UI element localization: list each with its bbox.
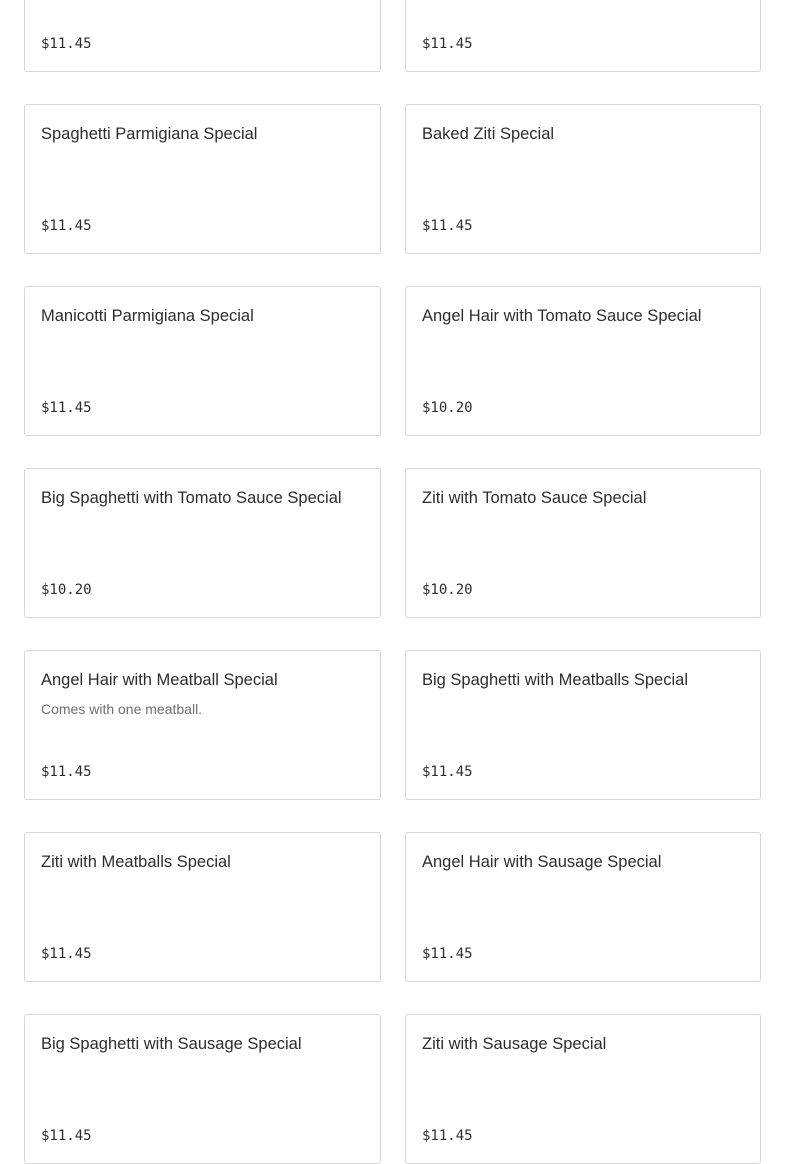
menu-item-price: $11.45 xyxy=(422,218,473,234)
menu-item-card[interactable] xyxy=(405,286,761,436)
menu-item-name: Spaghetti Parmigiana Special xyxy=(41,125,258,143)
menu-item-description: Comes with one meatball. xyxy=(41,701,203,717)
menu-item-card[interactable] xyxy=(405,650,761,800)
menu-item-name: Manicotti Parmigiana Special xyxy=(41,307,254,325)
menu-item-price: $10.20 xyxy=(422,582,473,598)
menu-item-card[interactable] xyxy=(405,468,761,618)
menu-item-name: Angel Hair with Meatball Special xyxy=(41,671,278,689)
menu-item-grid xyxy=(24,0,761,1164)
menu-item-card[interactable] xyxy=(24,468,381,618)
menu-item-price: $11.45 xyxy=(422,764,473,780)
menu-item-price: $11.45 xyxy=(41,218,92,234)
menu-item-card[interactable] xyxy=(405,1014,761,1164)
menu-item-card[interactable] xyxy=(24,0,381,72)
menu-item-name: Ziti with Sausage Special xyxy=(422,1035,607,1053)
menu-item-price: $11.45 xyxy=(422,1128,473,1144)
menu-item-price: $11.45 xyxy=(422,36,473,52)
menu-item-price: $10.20 xyxy=(41,582,92,598)
menu-item-name: Ziti with Meatballs Special xyxy=(41,853,231,871)
menu-item-price: $11.45 xyxy=(41,36,92,52)
menu-item-card[interactable] xyxy=(405,0,761,72)
menu-item-card[interactable] xyxy=(24,1014,381,1164)
menu-item-price: $10.20 xyxy=(422,400,473,416)
menu-item-name: Angel Hair with Sausage Special xyxy=(422,853,662,871)
menu-item-card[interactable] xyxy=(405,104,761,254)
menu-item-price: $11.45 xyxy=(41,946,92,962)
menu-item-name: Angel Hair with Tomato Sauce Special xyxy=(422,307,702,325)
menu-item-name: Big Spaghetti with Sausage Special xyxy=(41,1035,302,1053)
menu-item-name: Big Spaghetti with Tomato Sauce Special xyxy=(41,489,342,507)
menu-item-price: $11.45 xyxy=(41,400,92,416)
menu-item-price: $11.45 xyxy=(41,764,92,780)
menu-item-card[interactable] xyxy=(405,832,761,982)
menu-item-name: Big Spaghetti with Meatballs Special xyxy=(422,671,688,689)
menu-item-price: $11.45 xyxy=(41,1128,92,1144)
menu-item-name: Ziti with Tomato Sauce Special xyxy=(422,489,647,507)
menu-item-price: $11.45 xyxy=(422,946,473,962)
menu-item-card[interactable] xyxy=(24,286,381,436)
menu-item-card[interactable] xyxy=(24,832,381,982)
menu-item-card[interactable] xyxy=(24,650,381,800)
menu-item-card[interactable] xyxy=(24,104,381,254)
menu-item-name: Baked Ziti Special xyxy=(422,125,555,143)
